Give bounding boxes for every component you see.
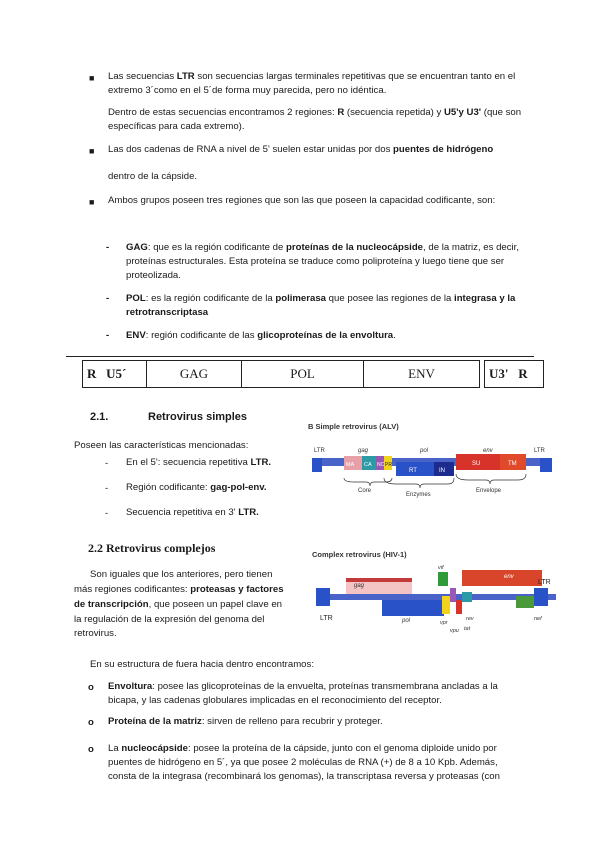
- fig-complex-gag-edge: [346, 578, 412, 582]
- list-marker: o: [88, 717, 94, 728]
- fig-complex-pol: pol: [402, 618, 411, 624]
- fig-simple-core-brace: [344, 478, 392, 486]
- fig-complex-pol-block: [382, 600, 444, 616]
- genome-gag: GAG: [146, 360, 242, 388]
- genome-env: ENV: [364, 360, 480, 388]
- fig-complex-vif: vif: [438, 565, 444, 571]
- fig-complex-rev: rev: [466, 616, 474, 622]
- simple-retrovirus-diagram: [308, 420, 558, 510]
- complex-retrovirus-diagram: [312, 548, 562, 648]
- fig-simple-pr: PR: [385, 462, 392, 468]
- fig-simple-ltr-block-left: [312, 458, 322, 472]
- dash-marker: -: [106, 242, 110, 253]
- bullet-marker: ■: [89, 73, 95, 83]
- section-2-1-number: 2.1.: [90, 411, 109, 423]
- env-description: ENV: región codificante de las glicoproteínas de la envoltura.: [126, 330, 396, 341]
- fig-simple-core: Core: [358, 488, 372, 494]
- fig-simple-ca: CA: [364, 462, 372, 468]
- genome-ltr-right: U3' R: [484, 360, 544, 388]
- fig-complex-vpr-block: [442, 596, 450, 614]
- fig-complex-nef-block: [516, 596, 534, 608]
- coding-regions-intro: Ambos grupos poseen tres regiones que son las que poseen la capacidad codificante, son:: [108, 195, 496, 206]
- fig-complex-ltr-left: LTR: [320, 615, 333, 622]
- fig-simple-env-label: env: [483, 448, 493, 454]
- fig-complex-vpu: vpu: [450, 628, 459, 634]
- fig-simple-rt: RT: [409, 468, 417, 474]
- fig-simple-enzymes-brace: [384, 478, 454, 488]
- structure-envelope: Envoltura: posee las glicoproteínas de la envuelta, proteínas transmembrana ancladas a la bicapa, y las cadenas globulares implicadas en el reconocimiento del receptor.: [108, 681, 498, 706]
- fig-simple-title: B Simple retrovirus (ALV): [308, 422, 399, 431]
- fig-complex-ltr-block-right: [534, 588, 548, 606]
- fig-complex-env: env: [504, 574, 514, 580]
- structure-matrix: Proteína de la matriz: sirven de relleno para recubrir y proteger.: [108, 716, 383, 727]
- structure-nucleocapsid: La nucleocápside: posee la proteína de la cápside, junto con el genoma diploide unido por puentes de hidrógeno en 5´, ya que posee 2 moléculas de RNA (+) de 8 a 10 Kpb. Además, consta de la integrasa (recombinará los genomas), la transcriptasa reversa y proteasas (con: [108, 743, 500, 782]
- fig-complex-title: Complex retrovirus (HIV-1): [312, 550, 407, 559]
- bullet-marker: ■: [89, 146, 95, 156]
- genome-ltr-left: R U5´: [82, 360, 146, 388]
- fig-complex-vif-block: [438, 572, 448, 586]
- gag-description: GAG: que es la región codificante de proteínas de la nucleocápside, de la matriz, es decir, proteínas estructurales. Esta proteína se traduce como poliproteína y luego tiene que ser proteolizada.: [126, 242, 520, 281]
- section-2-2-title: 2.2 Retrovirus complejos: [88, 541, 216, 555]
- figure-simple-retrovirus: [308, 420, 558, 510]
- fig-complex-ltr-block-left: [316, 588, 330, 606]
- fig-complex-vpu-block: [450, 588, 456, 602]
- figure-complex-retrovirus: [312, 548, 562, 648]
- fig-simple-ltr-block-right: [540, 458, 552, 472]
- fig-simple-envelope: Envelope: [476, 488, 502, 494]
- dash-marker: -: [105, 508, 109, 519]
- fig-simple-ltr-right: LTR: [534, 448, 545, 454]
- fig-complex-env-block: [462, 570, 542, 586]
- regions-paragraph: Dentro de estas secuencias encontramos 2 regiones: R (secuencia repetida) y U5'y U3' (que son específicas para cada extremo).: [108, 107, 522, 132]
- fig-simple-enzymes: Enzymes: [406, 492, 431, 498]
- genome-pol: POL: [242, 360, 364, 388]
- structure-intro: En su estructura de fuera hacia dentro encontramos:: [90, 659, 314, 670]
- hydrogen-bridge-line2: dentro de la cápside.: [108, 171, 198, 182]
- list-marker: o: [88, 744, 94, 755]
- fig-simple-ma: MA: [346, 462, 355, 468]
- fig-complex-rev-block: [462, 592, 472, 602]
- fig-complex-ltr-right: LTR: [538, 579, 551, 586]
- fig-complex-nef: nef: [534, 616, 542, 622]
- fig-simple-gag-label: gag: [358, 448, 369, 454]
- hydrogen-bridge-paragraph: Las dos cadenas de RNA a nivel de 5' suelen estar unidas por dos puentes de hidrógeno: [108, 144, 494, 155]
- fig-simple-in: IN: [439, 468, 445, 474]
- ltr-paragraph: Las secuencias LTR son secuencias largas terminales repetitivas que se encuentran tanto en el extremo 3´como en el 5´de forma muy parecida, pero no idéntica.: [108, 71, 516, 96]
- fig-complex-tat-block: [456, 600, 462, 614]
- simple-item-ltr5: En el 5': secuencia repetitiva LTR.: [126, 457, 272, 468]
- fig-simple-pol-label: pol: [420, 448, 429, 454]
- fig-complex-tat: tat: [464, 626, 471, 632]
- dash-marker: -: [105, 483, 109, 494]
- list-marker: o: [88, 682, 94, 693]
- fig-simple-envelope-brace: [456, 474, 526, 484]
- dash-marker: -: [105, 458, 109, 469]
- pol-description: POL: es la región codificante de la polimerasa que posee las regiones de la integrasa y la retrotranscriptasa: [126, 293, 516, 318]
- fig-simple-su: SU: [472, 461, 481, 467]
- section-2-1-title: Retrovirus simples: [148, 411, 248, 423]
- fig-complex-vpr: vpr: [440, 620, 448, 626]
- fig-simple-ltr-left: LTR: [314, 448, 325, 454]
- fig-complex-gag: gag: [354, 583, 365, 589]
- bullet-marker: ■: [89, 197, 95, 207]
- fig-simple-tm: TM: [508, 461, 517, 467]
- fig-simple-nc: NC: [377, 462, 385, 468]
- dash-marker: -: [106, 330, 110, 341]
- simple-item-coding: Región codificante: gag-pol-env.: [126, 482, 267, 493]
- genome-bar-top-line: [66, 356, 534, 357]
- simple-item-ltr3: Secuencia repetitiva en 3' LTR.: [126, 507, 259, 518]
- dash-marker: -: [106, 293, 110, 304]
- simple-intro: Poseen las características mencionadas:: [74, 440, 249, 451]
- complex-paragraph: Son iguales que los anteriores, pero tienen más regiones codificantes: proteasas y factores de transcripción, que poseen un papel clave en la regulación de la expresión del genoma del retrovirus.: [74, 569, 284, 640]
